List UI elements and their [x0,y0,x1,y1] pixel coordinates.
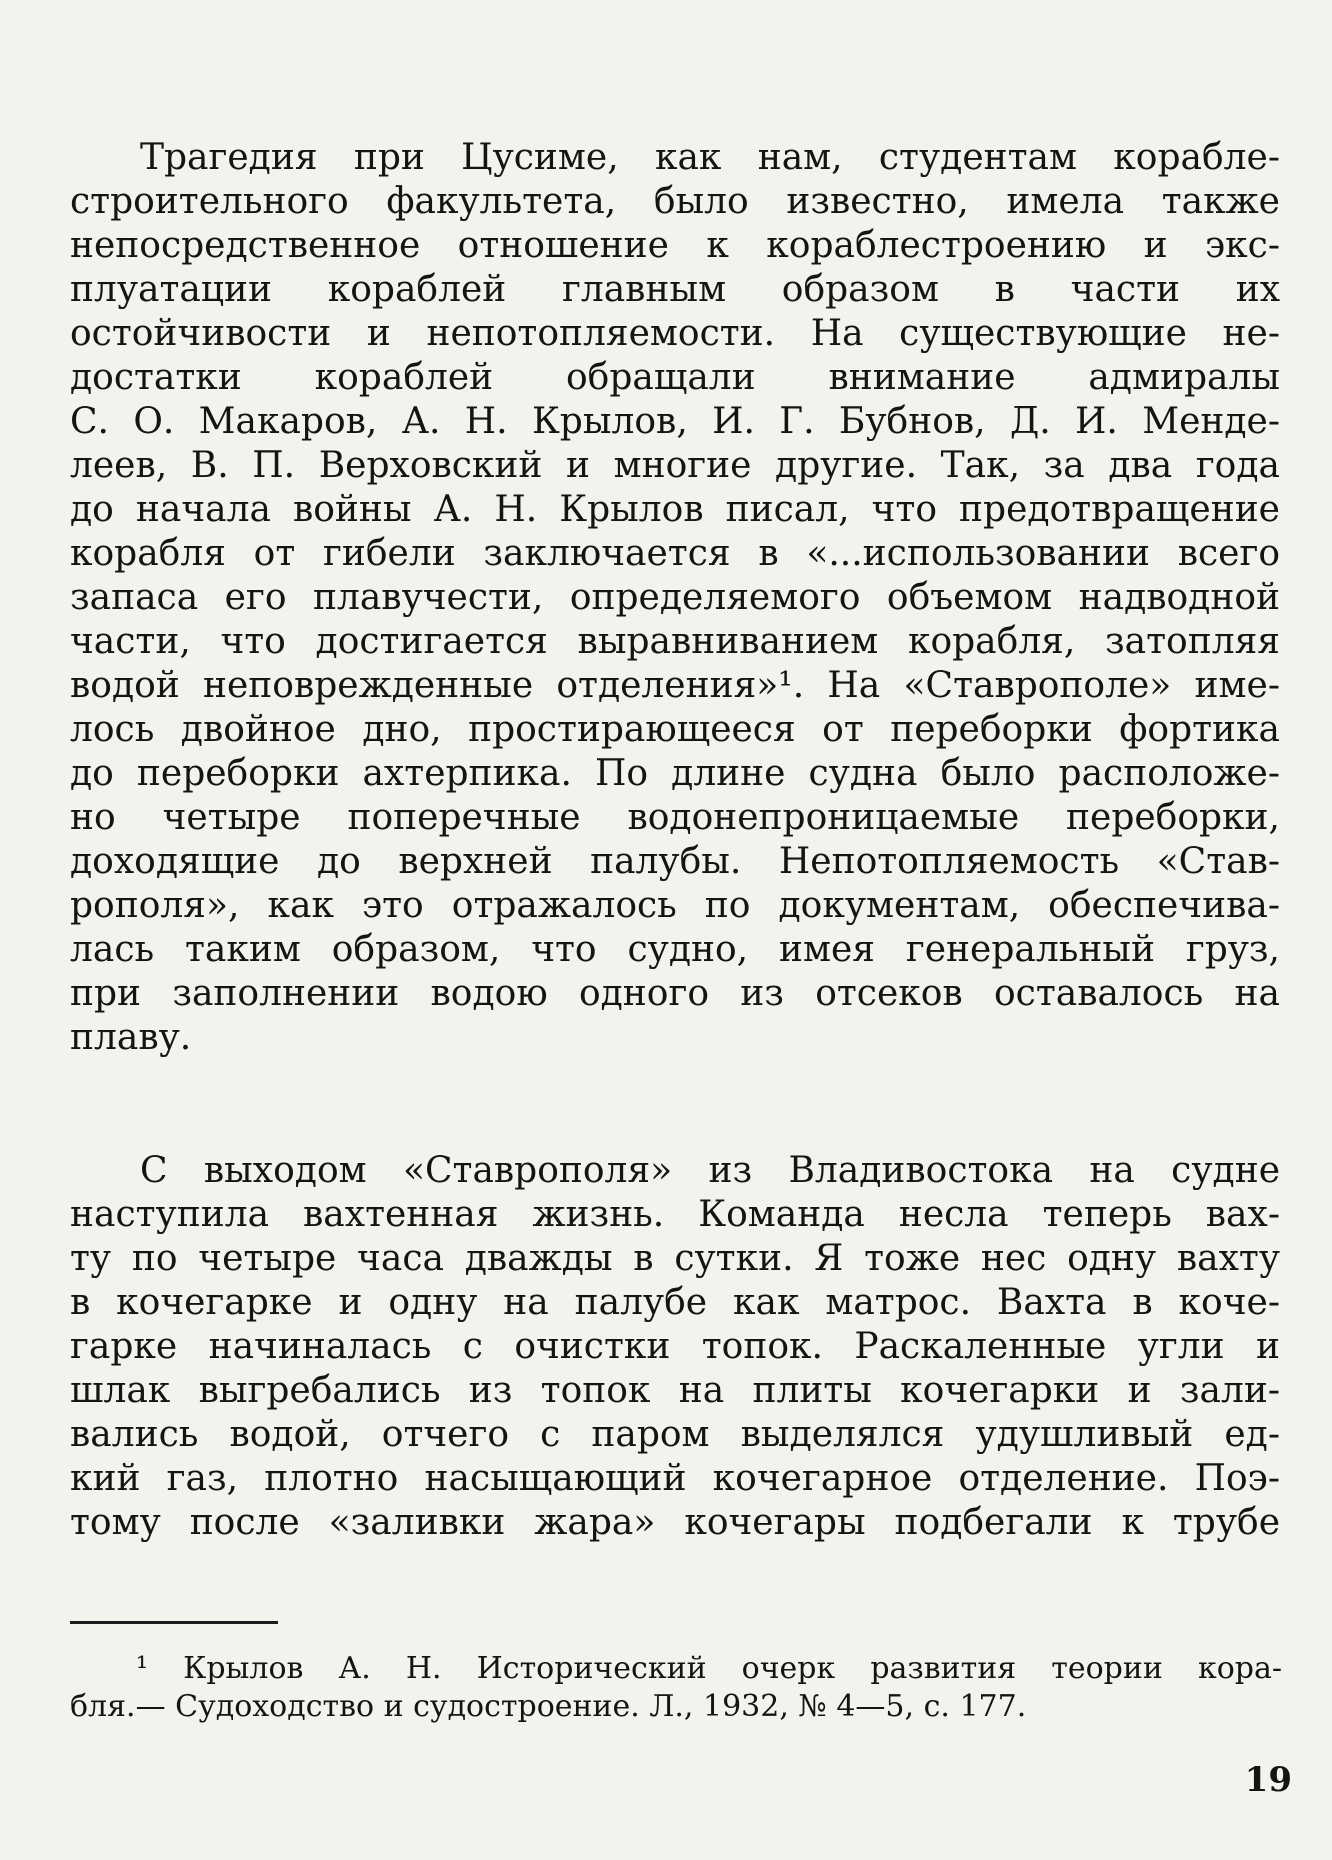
text-line: непосредственное отношение к кораблестроению и экс- [70,225,1280,266]
text-line: в кочегарке и одну на палубе как матрос. Вахта в коче- [70,1282,1280,1323]
body-paragraph [70,1149,1280,1545]
text-line: наступила вахтенная жизнь. Команда несла теперь вах- [70,1194,1280,1235]
text-line: С выходом «Ставрополя» из Владивостока на судне [140,1150,1280,1191]
text-line: С. О. Макаров, А. Н. Крылов, И. Г. Бубнов, Д. И. Менде- [70,401,1280,442]
text-line: гарке начиналась с очистки топок. Раскаленные угли и [70,1326,1280,1367]
footnote-line: ¹ Крылов А. Н. Исторический очерк развития теории кора- [136,1651,1282,1686]
text-line: до начала войны А. Н. Крылов писал, что предотвращение [70,489,1280,530]
text-line: Трагедия при Цусиме, как нам, студентам корабле- [140,137,1280,178]
footnote [70,1650,1282,1726]
footnote-divider [70,1621,278,1624]
text-line: ту по четыре часа дважды в сутки. Я тоже нес одну вахту [70,1238,1280,1279]
text-line: доходящие до верхней палубы. Непотопляемость «Став- [70,841,1280,882]
text-line: шлак выгребались из топок на плиты кочегарки и зали- [70,1370,1280,1411]
text-line: тому после «заливки жара» кочегары подбегали к трубе [70,1502,1280,1543]
text-line: остойчивости и непотопляемости. На существующие не- [70,313,1280,354]
text-line: лась таким образом, что судно, имея генеральный груз, [70,929,1280,970]
text-line: до переборки ахтерпика. По длине судна было расположе- [70,753,1280,794]
text-line: строительного факультета, было известно, имела также [70,181,1280,222]
footnote-line: бля.— Судоходство и судостроение. Л., 1932, № 4—5, с. 177. [70,1689,1027,1724]
text-line: леев, В. П. Верховский и многие другие. Так, за два года [70,445,1280,486]
text-line: запаса его плавучести, определяемого объемом надводной [70,577,1280,618]
page-number: 19 [1244,1760,1292,1800]
text-line: рополя», как это отражалось по документам, обеспечива- [70,885,1280,926]
text-line: кий газ, плотно насыщающий кочегарное отделение. Поэ- [70,1458,1280,1499]
text-line: но четыре поперечные водонепроницаемые переборки, [70,797,1280,838]
body-paragraph [70,136,1280,1060]
text-line: водой неповрежденные отделения»¹. На «Ставрополе» име- [70,665,1280,706]
text-line: части, что достигается выравниванием корабля, затопляя [70,621,1280,662]
text-line: вались водой, отчего с паром выделялся удушливый ед- [70,1414,1280,1455]
text-line: плаву. [70,1017,192,1058]
text-line: плуатации кораблей главным образом в части их [70,269,1280,310]
text-line: корабля от гибели заключается в «...использовании всего [70,533,1280,574]
text-line: при заполнении водою одного из отсеков оставалось на [70,973,1280,1014]
text-line: достатки кораблей обращали внимание адмиралы [70,357,1280,398]
text-line: лось двойное дно, простирающееся от переборки фортика [70,709,1280,750]
